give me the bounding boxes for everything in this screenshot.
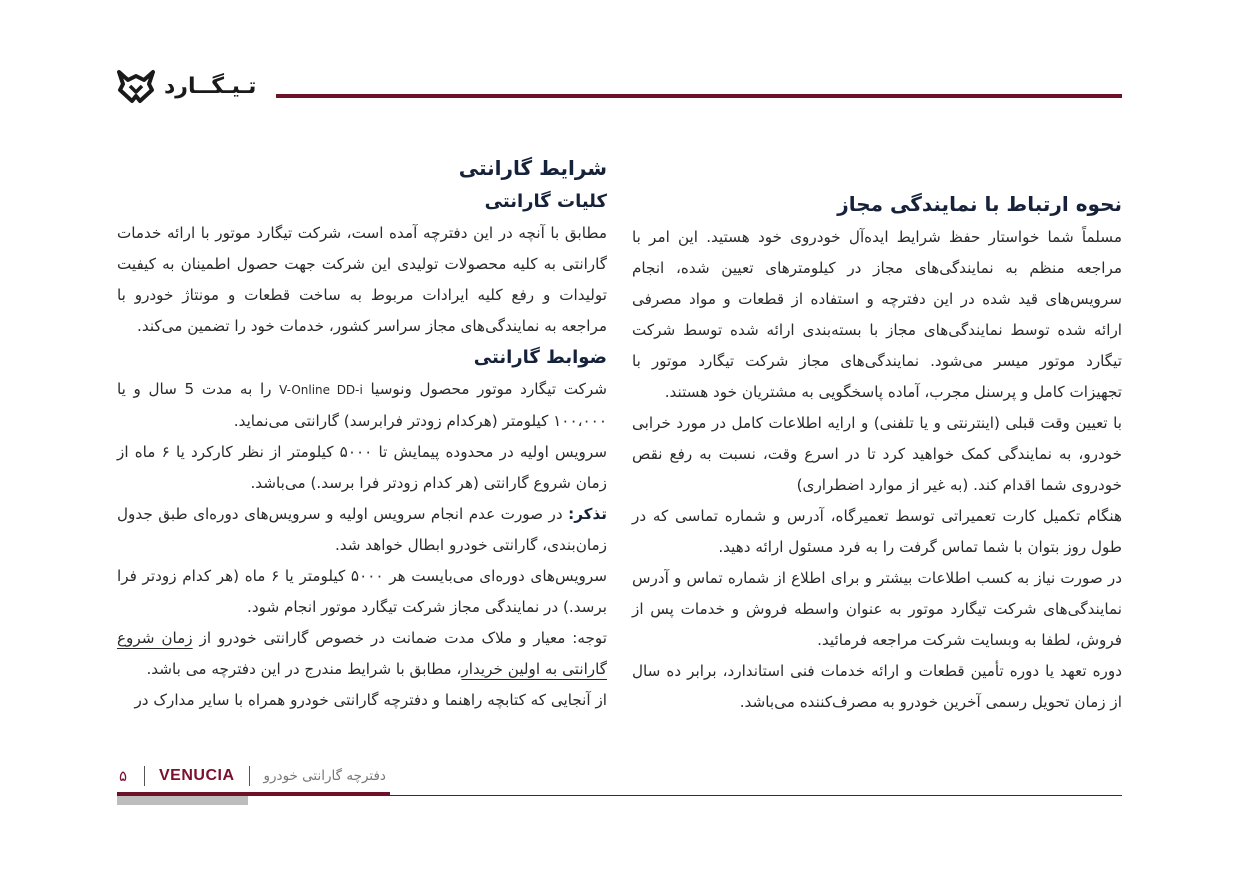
page-footer	[116, 762, 386, 790]
text: شرکت تیگارد موتور محصول ونوسیا	[362, 380, 608, 398]
brand-header	[116, 66, 256, 106]
header-rule	[276, 94, 1122, 98]
brand-logo-text: VENUCIA	[159, 767, 235, 784]
divider	[249, 766, 250, 786]
subsection-heading: ضوابط گارانتی	[473, 347, 607, 368]
paragraph	[117, 623, 607, 685]
underlined-text: زمان شروع گارانتی به اولین خریدار	[117, 629, 607, 678]
paragraph: مطابق با آنچه در این دفترچه آمده است، شرکت تیگارد موتور با ارائه خدمات گارانتی به کلیه محصولات تولیدی این شرکت جهت حصول اطمینان به کیفیت تولیدات و رفع کلیه ایرادات مربوط به ساخت قطعات و مونتاژ خودرو با مراجعه به نمایندگی‌های مجاز سراسر کشور، خدمات خود را تضمین می‌کند.	[117, 224, 607, 335]
document-title: دفترچه گارانتی خودرو	[263, 768, 386, 784]
divider	[144, 766, 145, 786]
text: ، مطابق با شرایط مندرج در این دفترچه می باشد.	[146, 660, 462, 678]
paragraph: در صورت نیاز به کسب اطلاعات بیشتر و برای اطلاع از شماره تماس و آدرس نمایندگی‌های شرکت تیگارد موتور به عنوان واسطه فروش و خدمات پس از فروش، لطفا به وبسایت شرکت مراجعه فرمائید.	[632, 569, 1122, 649]
text: توجه: معیار و ملاک مدت ضمانت در خصوص گارانتی خودرو از	[192, 629, 607, 647]
contact-dealer-section	[632, 186, 1122, 718]
tiggard-logo-icon	[116, 68, 156, 104]
paragraph: سرویس‌های دوره‌ای می‌بایست هر ۵۰۰۰ کیلومتر یا ۶ ماه (هر کدام زودتر فرا برسد.) در نمایندگی مجاز شرکت تیگارد موتور انجام شود.	[117, 567, 607, 616]
paragraph: با تعیین وقت قبلی (اینترنتی و یا تلفنی) و ارایه اطلاعات کامل در مورد خرابی خودرو، به نمایندگی کمک خواهید کرد تا در اسرع وقت، نسبت به رفع نقص خودروی شما اقدام کند. (به غیر از موارد اضطراری)	[632, 414, 1122, 494]
model-name: V-Online DD-i	[279, 383, 363, 397]
text: در صورت عدم انجام سرویس اولیه و سرویس‌های دوره‌ای طبق جدول زمان‌بندی، گارانتی خودرو ابطال خواهد شد.	[117, 505, 607, 554]
paragraph: از آنجایی که کتابچه راهنما و دفترچه گارانتی خودرو همراه با سایر مدارک در	[134, 691, 607, 709]
warranty-terms-section	[117, 150, 607, 716]
paragraph: سرویس اولیه در محدوده پیمایش تا ۵۰۰۰ کیلومتر از نظر کارکرد یا ۶ ماه از زمان شروع گارانتی (هر کدام زودتر فرا برسد.) می‌باشد.	[117, 443, 607, 492]
paragraph: هنگام تکمیل کارت تعمیراتی توسط تعمیرگاه، آدرس و شماره تماسی که در طول روز بتوان با شما تماس گرفت را به فرد مسئول ارائه دهید.	[632, 507, 1122, 556]
note-label: تذکر:	[568, 505, 607, 523]
paragraph	[117, 499, 607, 561]
text: را به مدت 5 سال و یا ۱۰۰،۰۰۰ کیلومتر (هرکدام زودتر فرابرسد) گارانتی می‌نماید.	[117, 380, 607, 430]
footer-gray-bar	[117, 796, 248, 805]
brand-name: تـیـگــارد	[164, 73, 257, 99]
paragraph	[117, 374, 607, 437]
page-number: ۵	[118, 767, 128, 785]
paragraph: مسلماً شما خواستار حفظ شرایط ایده‌آل خودروی خود هستید. این امر با مراجعه منظم به نمایندگی‌های مجاز در کیلومترهای تعیین شده، انجام سرویس‌های قید شده در این دفترچه و استفاده از قطعات و مواد مصرفی ارائه شده توسط نمایندگی‌های مجاز با بسته‌بندی ارائه شده توسط شرکت تیگارد موتور میسر می‌شود. نمایندگی‌های مجاز شرکت تیگارد موتور با تجهیزات کامل و پرسنل مجرب، آماده پاسخگویی به مشتریان خود هستند.	[632, 228, 1122, 401]
paragraph: دوره تعهد یا دوره تأمین قطعات و ارائه خدمات فنی استاندارد، برابر ده سال از زمان تحویل رسمی آخرین خودرو به مصرف‌کننده می‌باشد.	[632, 662, 1122, 711]
subsection-heading: کلیات گارانتی	[484, 191, 607, 212]
section-title: شرایط گارانتی	[458, 156, 607, 180]
section-title: نحوه ارتباط با نمایندگی مجاز	[837, 192, 1122, 216]
